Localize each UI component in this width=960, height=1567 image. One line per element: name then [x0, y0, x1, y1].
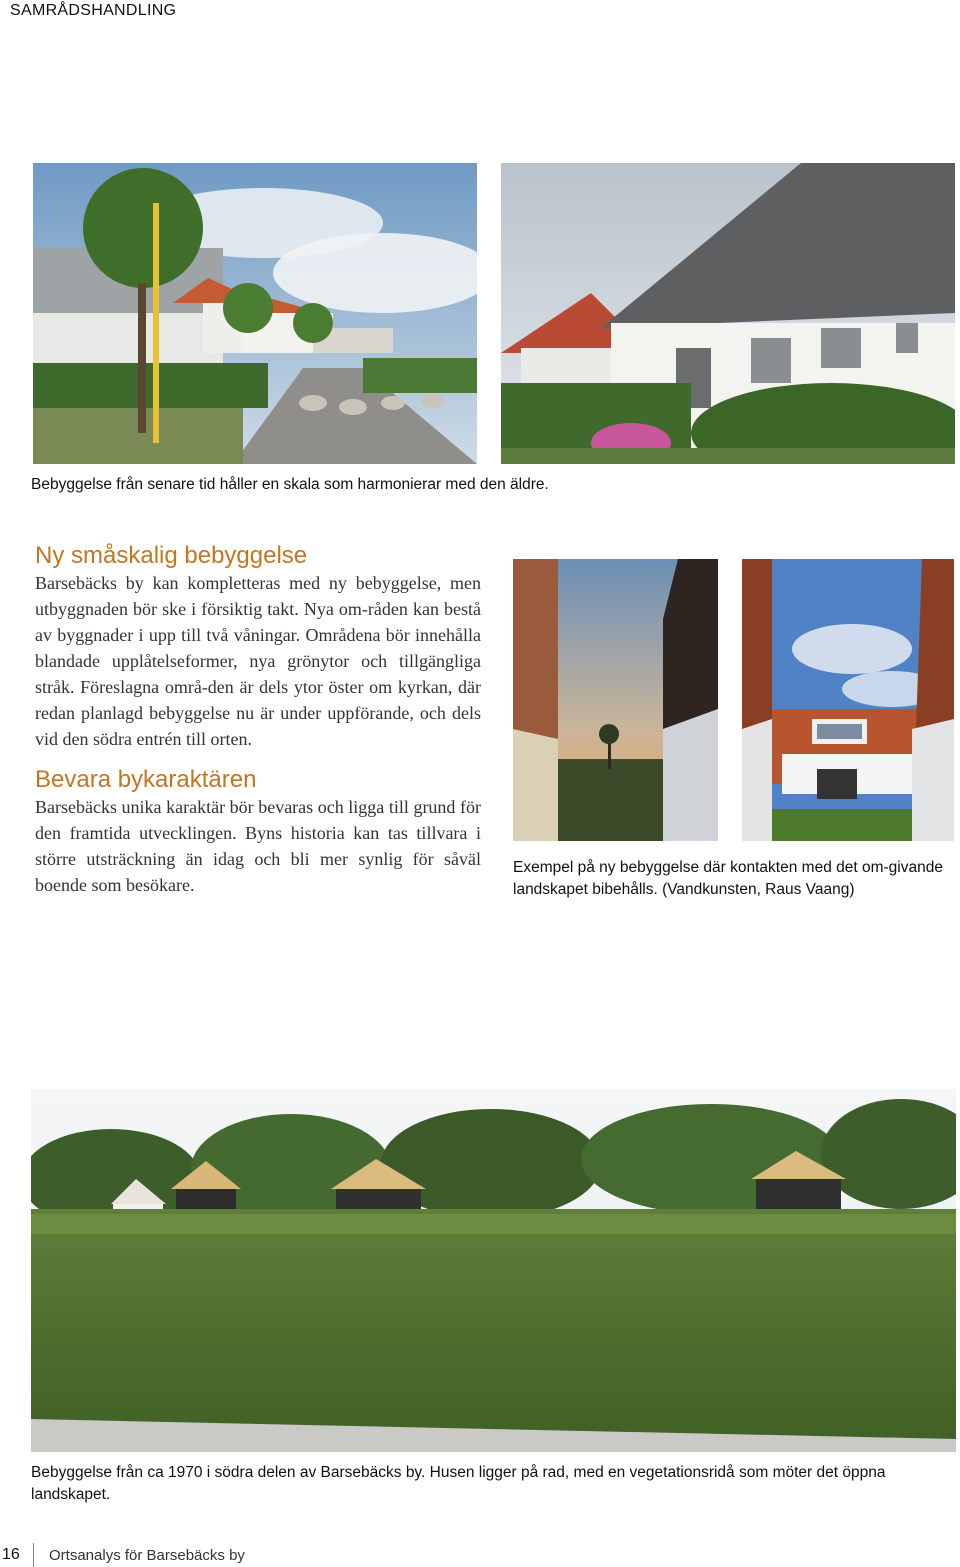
section-heading: Bevara bykaraktären [35, 766, 257, 793]
photo-street-houses [33, 163, 477, 464]
footer-divider [33, 1543, 34, 1567]
photo-white-house [501, 163, 955, 464]
photo-sunset-between-buildings [513, 559, 718, 841]
section-heading: Ny småskalig bebyggelse [35, 542, 308, 569]
section-body: Barsebäcks unika karaktär bör bevaras och ligga till grund för den framtida utvecklingen. Byns historia kan tas tillvara i större utsträckning än idag och bli mer synlig för såväl boende som besökare. [35, 797, 481, 895]
photo-brick-house-blue-sky [742, 559, 954, 841]
caption-bottom-photo: Bebyggelse från ca 1970 i södra delen av Barsebäcks by. Husen ligger på rad, med en vegetationsridå som möter det öppna landskapet. [31, 1464, 886, 1503]
photo-field-houses [31, 1089, 956, 1452]
document-title: Ortsanalys för Barsebäcks by [49, 1547, 245, 1564]
caption-top-photos: Bebyggelse från senare tid håller en skala som harmonierar med den äldre. [31, 476, 549, 493]
text-column [35, 542, 481, 898]
caption-middle-photos: Exempel på ny bebyggelse där kontakten med det om-givande landskapet bibehålls. (Vandkunsten, Raus Vaang) [513, 859, 943, 898]
page-number: 16 [2, 1546, 20, 1563]
section-body: Barsebäcks by kan kompletteras med ny bebyggelse, men utbyggnaden bör ske i försiktig takt. Nya om-råden kan bestå av byggnader i upp till två våningar. Områdena bör innehålla blandade upplåtelseformer, nya grönytor och tillgängliga stråk. Föreslagna områ-den är dels ytor öster om kyrkan, där redan planlagd bebyggelse nu är under uppförande, och dels vid den södra entrén till orten. [35, 573, 481, 749]
section-label: SAMRÅDSHANDLING [10, 2, 177, 19]
